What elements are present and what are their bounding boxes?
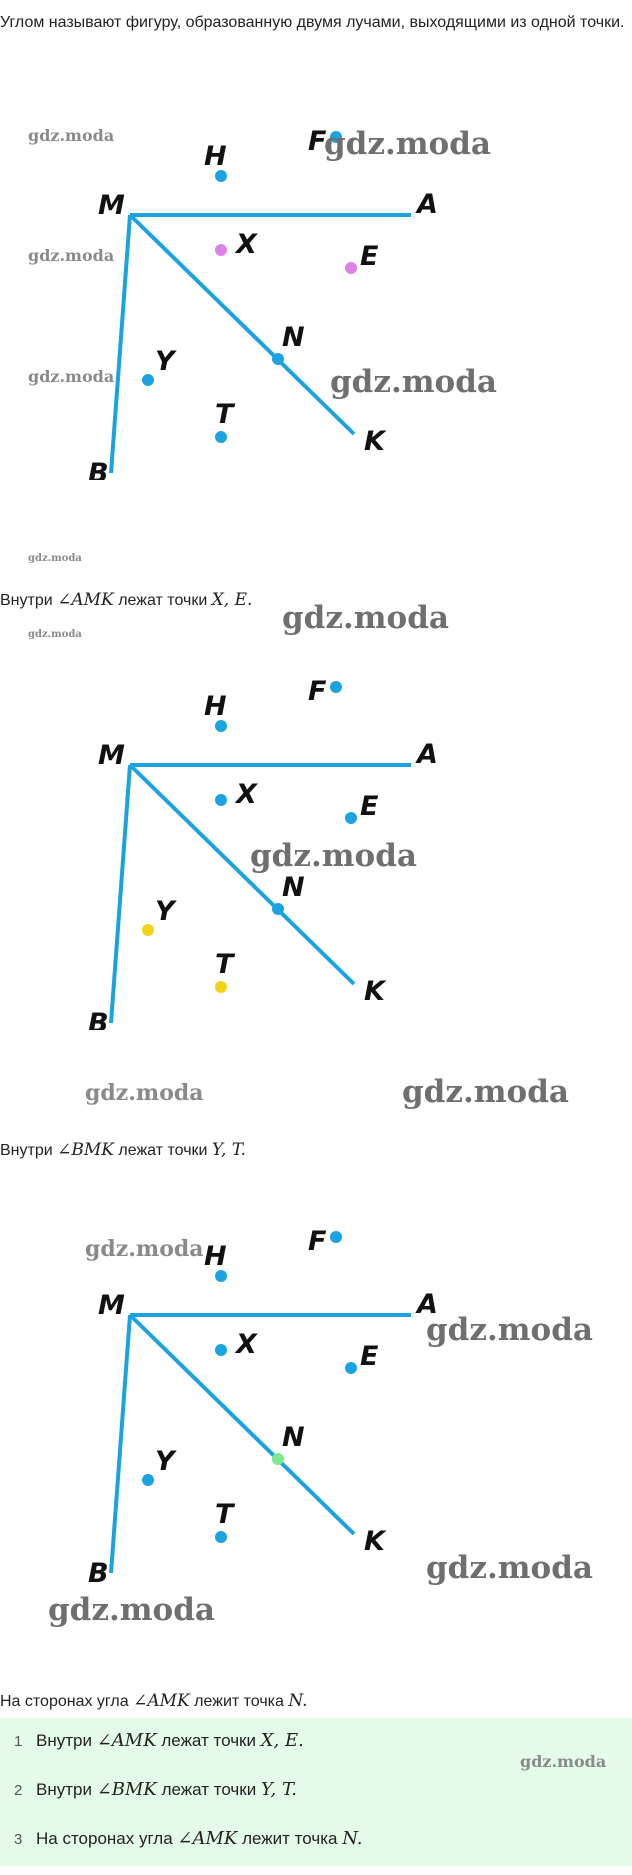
- label-y: Y: [155, 1446, 175, 1477]
- label-t: T: [215, 399, 234, 430]
- caption-3-prefix: На сторонах угла: [0, 1693, 134, 1710]
- watermark-6: gdz.moda: [28, 553, 82, 564]
- point-f: [330, 1231, 342, 1243]
- caption-1: [0, 589, 252, 612]
- answer-item-3: [14, 1828, 363, 1849]
- label-k: K: [364, 426, 385, 457]
- angle-figure-svg-1: [0, 120, 632, 480]
- label-m: M: [98, 740, 125, 771]
- label-e: E: [360, 241, 379, 272]
- caption-1-points: X, E.: [211, 590, 253, 610]
- caption-3: [0, 1690, 308, 1713]
- answer-prefix: На сторонах угла: [36, 1829, 178, 1848]
- point-x: [215, 244, 227, 256]
- label-k: K: [364, 976, 385, 1007]
- point-t: [215, 981, 227, 993]
- label-a: A: [417, 739, 438, 770]
- answer-number: 1: [14, 1733, 23, 1750]
- ray-mb: [111, 1315, 130, 1573]
- point-t: [215, 1531, 227, 1543]
- label-f: F: [308, 676, 327, 707]
- point-e: [345, 1362, 357, 1374]
- caption-3-points: N.: [288, 1691, 308, 1711]
- point-y: [142, 1474, 154, 1486]
- label-t: T: [215, 949, 234, 980]
- answer-middle: лежат точки: [156, 1780, 261, 1799]
- answer-points: N.: [342, 1828, 363, 1849]
- caption-2-angle: ∠BMK: [57, 1140, 114, 1160]
- label-b: B: [88, 1558, 109, 1589]
- answer-middle: лежит точка: [237, 1829, 343, 1848]
- caption-1-prefix: Внутри: [0, 592, 58, 609]
- label-n: N: [282, 872, 305, 903]
- label-n: N: [282, 322, 305, 353]
- answer-item-2: [14, 1779, 297, 1800]
- caption-2: [0, 1139, 246, 1162]
- label-b: B: [88, 458, 109, 480]
- point-n: [272, 1453, 284, 1465]
- label-e: E: [360, 791, 379, 822]
- answer-item-1: [14, 1730, 304, 1751]
- watermark-8: gdz.moda: [28, 629, 82, 640]
- point-e: [345, 262, 357, 274]
- point-e: [345, 812, 357, 824]
- intro-text: Углом называют фигуру, образованную двумя лучами, выходящими из одной точки.: [0, 14, 625, 31]
- angle-figure-svg-3: [0, 1220, 632, 1590]
- label-t: T: [215, 1499, 234, 1530]
- point-f: [330, 681, 342, 693]
- angle-diagram-3: [0, 1220, 632, 1590]
- label-m: M: [98, 1290, 125, 1321]
- caption-3-angle: ∠AMK: [133, 1691, 190, 1711]
- watermark-2: gdz.moda: [324, 126, 491, 162]
- answer-points: X, E.: [260, 1730, 304, 1751]
- answer-angle: ∠AMK: [177, 1828, 238, 1849]
- label-h: H: [204, 1241, 227, 1272]
- label-b: B: [88, 1008, 109, 1030]
- answer-box: [0, 1718, 632, 1866]
- watermark-9: gdz.moda: [250, 838, 417, 874]
- point-x: [215, 1344, 227, 1356]
- point-x: [215, 794, 227, 806]
- angle-diagram-1: [0, 120, 632, 480]
- label-h: H: [204, 141, 227, 172]
- answer-angle: ∠AMK: [96, 1730, 157, 1751]
- watermark-10: gdz.moda: [85, 1080, 204, 1106]
- answer-number: 3: [14, 1831, 23, 1848]
- point-n: [272, 353, 284, 365]
- label-a: A: [417, 189, 438, 220]
- caption-1-angle: ∠AMK: [57, 590, 114, 610]
- answer-points: Y, T.: [260, 1779, 298, 1800]
- ray-mb: [111, 765, 130, 1023]
- caption-1-middle: лежат точки: [113, 592, 212, 609]
- label-n: N: [282, 1422, 305, 1453]
- label-x: X: [236, 779, 257, 810]
- answer-angle: ∠BMK: [96, 1779, 157, 1800]
- label-h: H: [204, 691, 227, 722]
- watermark-15: gdz.moda: [48, 1592, 215, 1628]
- label-a: A: [417, 1289, 438, 1320]
- label-y: Y: [155, 346, 175, 377]
- label-k: K: [364, 1526, 385, 1557]
- answer-prefix: Внутри: [36, 1731, 97, 1750]
- watermark-3: gdz.moda: [28, 246, 115, 265]
- point-t: [215, 431, 227, 443]
- label-x: X: [236, 1329, 257, 1360]
- label-f: F: [308, 1226, 327, 1257]
- answer-middle: лежат точки: [156, 1731, 261, 1750]
- label-m: M: [98, 190, 125, 221]
- label-e: E: [360, 1341, 379, 1372]
- watermark-12: gdz.moda: [85, 1236, 204, 1262]
- watermark-13: gdz.moda: [426, 1312, 593, 1348]
- watermark-14: gdz.moda: [426, 1550, 593, 1586]
- answer-prefix: Внутри: [36, 1780, 97, 1799]
- answer-number: 2: [14, 1782, 23, 1799]
- watermark-5: gdz.moda: [330, 364, 497, 400]
- watermark-7: gdz.moda: [282, 600, 449, 636]
- point-n: [272, 903, 284, 915]
- watermark-16: gdz.moda: [520, 1752, 607, 1771]
- watermark-1: gdz.moda: [28, 126, 115, 145]
- label-y: Y: [155, 896, 175, 927]
- label-f: F: [308, 126, 327, 157]
- point-y: [142, 374, 154, 386]
- caption-2-middle: лежат точки: [113, 1142, 212, 1159]
- caption-2-points: Y, T.: [211, 1140, 246, 1160]
- label-x: X: [236, 229, 257, 260]
- caption-3-middle: лежит точка: [189, 1693, 289, 1710]
- caption-2-prefix: Внутри: [0, 1142, 58, 1159]
- watermark-4: gdz.moda: [28, 367, 115, 386]
- point-y: [142, 924, 154, 936]
- watermark-11: gdz.moda: [402, 1074, 569, 1110]
